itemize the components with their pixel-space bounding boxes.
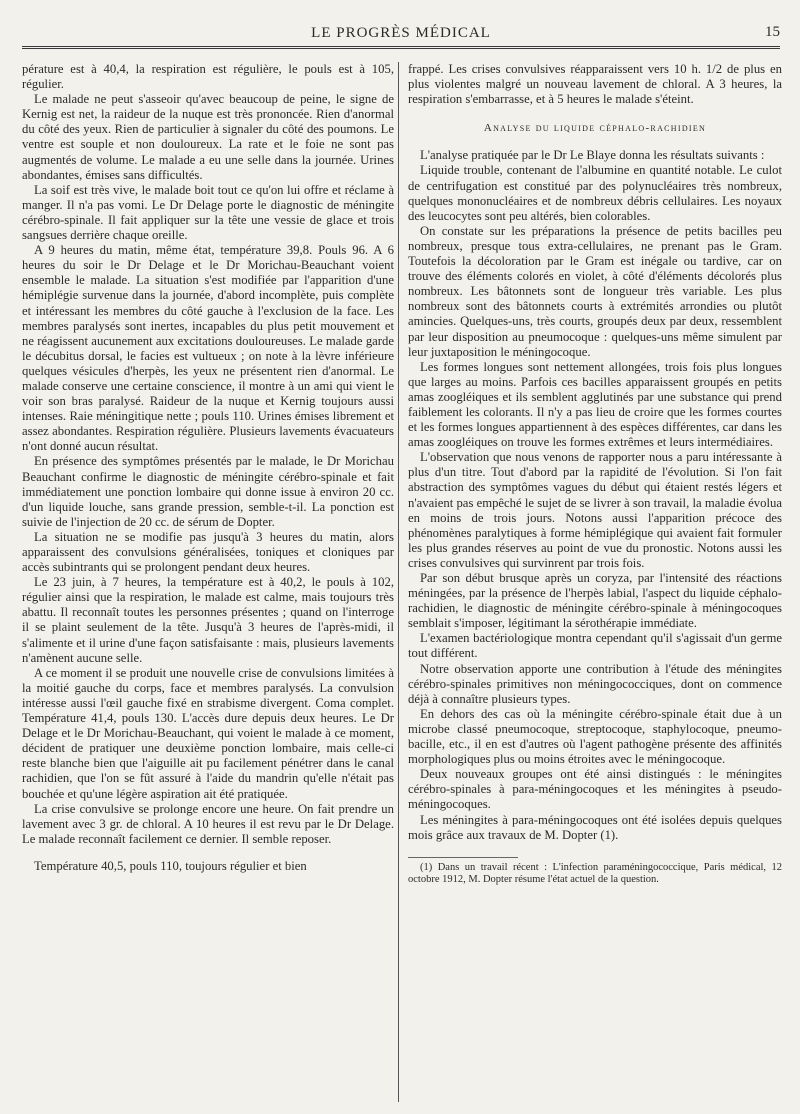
paragraph: La soif est très vive, le malade boit tout ce qu'on lui offre et réclame à manger. Il n'a pas vomi. Le Dr Delage porte le diagnostic de méningite cérébro-spinale. Il fait appliquer sur la tête une vessie de glace et trois sangsues derrière chaque oreille. [22,182,394,243]
left-column [22,62,394,874]
paragraph: Les formes longues sont nettement allongées, trois fois plus longues que larges au moins. Parfois ces bacilles apparaissent groupés en petits amas zoogléiques et ils semblent agglutinés par une substance qui prend faiblement les colorants. Il n'y a pas lieu de croire que les formes courtes et les formes longues appartiennent à des espèces différentes, car dans les amas zoogléiques on trouve les formes extrêmes et leurs intermédiaires. [408,359,782,450]
paragraph: Notre observation apporte une contribution à l'étude des méningites cérébro-spinales primitives non méningococciques, dont on commence déjà à connaître plusieurs types. [408,661,782,706]
journal-title: LE PROGRÈS MÉDICAL [311,24,491,41]
paragraph: frappé. Les crises convulsives réapparaissent vers 10 h. 1/2 de plus en plus violentes malgré un nouveau lavement de chloral. A 3 heures, la respiration s'embarrasse, et à 5 heures le malade s'éteint. [408,62,782,107]
paragraph: A ce moment il se produit une nouvelle crise de convulsions limitées à la moitié gauche du corps, face et membres paralysés. La convulsion intéresse aussi l'œil gauche fixé en strabisme divergent. Coma complet. Température 41,4, pouls 130. L'accès dure depuis deux heures. Le Dr Delage et le Dr Morichau-Beauchant, qui voient le malade à ce moment, décident de pratiquer une deuxième ponction lombaire, mais celle-ci reste blanche bien que l'aiguille ait pu facilement pénétrer dans le canal rachidien, que l'on se fût assuré à l'aide du mandrin qu'elle n'était pas bouchée et qu'une légère aspiration ait été pratiquée. [22,665,394,801]
paragraph: Le malade ne peut s'asseoir qu'avec beaucoup de peine, le signe de Kernig est net, la raideur de la nuque est très prononcée. Rien d'anormal du côté des yeux. Rien de particulier à signaler du côté des poumons. Le ventre est souple et non douloureux. La rate et le foie ne sont pas augmentés de volume. Le malade a eu une selle dans la journée. Urines abondantes, émises sans difficultés. [22,92,394,182]
paragraph: A 9 heures du matin, même état, température 39,8. Pouls 96. A 6 heures du soir le Dr Delage et le Dr Morichau-Beauchant voient ensemble le malade. La situation s'est modifiée par l'apparition d'une hémiplégie survenue dans la journée, d'abord incomplète, puis complète et intéressant les membres du côté gauche à l'exclusion de la face. Les membres paralysés sont inertes, incapables du plus petit mouvement et ne réagissent aucunement aux excitations douloureuses. Le malade garde le décubitus dorsal, le facies est vultueux ; on note à la lèvre inférieure quelques vésicules d'herpès, les yeux ne présentent rien d'anormal. Le malade conserve une certaine conscience, il montre à un ami qui vient le voir son bras paralysé. Raideur de la nuque et Kernig toujours aussi intenses. Raie méningitique nette ; pouls 110. Urines émises librement et assez abondantes. Respiration régulière. Plusieurs lavements évacuateurs n'ont donné aucun résultat. [22,243,394,454]
header-rule [22,46,780,49]
right-column [408,62,782,886]
section-title: Analyse du liquide céphalo-rachidien [483,122,707,135]
column-divider [398,62,399,1102]
paragraph: Par son début brusque après un coryza, par l'intensité des réactions méningées, par la présence de l'herpès labial, l'aspect du liquide céphalo-rachidien, le diagnostic de méningite cérébro-spinale à méningocoques semblait s'imposer, légitimant la sérothérapie immédiate. [408,571,782,631]
paragraph: En présence des symptômes présentés par le malade, le Dr Morichau Beauchant confirme le diagnostic de méningite cérébro-spinale et fait immédiatement une ponction lombaire qui donne issue à environ 20 cc. d'un liquide louche, sans grande pression, semble-t-il. La ponction est suivie de l'injection de 20 cc. de sérum de Dopter. [22,454,394,529]
paragraph: L'observation que nous venons de rapporter nous a paru intéressante à plus d'un titre. Tout d'abord par la rapidité de l'évolution. Si l'on fait abstraction des symptômes vagues du début qui étaient restés légers et n'avaient pas empêché le sujet de se livrer à son travail, la maladie évolua en moins de trois jours. Notons aussi l'apparition précoce des phénomènes paralytiques à forme hémiplégique qui avaient fait formuler les plus grandes réserves au point de vue du pronostic. Notons aussi les crises convulsives qui survinrent par trois fois. [408,450,782,570]
paragraph: La situation ne se modifie pas jusqu'à 3 heures du matin, alors apparaissent des convulsions généralisées, toniques et cloniques par accès subintrants qui se prolongent pendant deux heures. [22,529,394,575]
running-header [22,22,780,44]
footnote: (1) Dans un travail récent : L'infection paraméningococcique, Paris médical, 12 octobre 1912, M. Dopter résume l'état actuel de la question. [408,861,782,885]
paragraph: Le 23 juin, à 7 heures, la température est à 40,2, le pouls à 102, régulier ainsi que la respiration, le malade est calme, mais toujours très abattu. Il reconnaît toutes les personnes présentes ; quand on l'interroge il se plaint seulement de la tête. Jusqu'à 3 heures de l'après-midi, il s'alimente et il urine d'une façon satisfaisante : mais, plusieurs lavements n'amènent aucune selle. [22,575,394,665]
page-number: 15 [765,24,780,40]
paragraph: En dehors des cas où la méningite cérébro-spinale était due à un microbe classé pneumocoque, streptocoque, staphylocoque, pneumo-bacille, etc., il en est d'autres où l'agent pathogène présente des affinités morphologiques plus ou moins étroites avec le méningocoque. [408,706,782,767]
paragraph: L'analyse pratiquée par le Dr Le Blaye donna les résultats suivants : [420,148,765,163]
paragraph: Deux nouveaux groupes ont été ainsi distingués : le méningites cérébro-spinales à para-méningocoques et les méningites à pseudo-méningocoques. [408,767,782,812]
paragraph: Les méningites à para-méningocoques ont été isolées depuis quelques mois grâce aux travaux de M. Dopter (1). [408,812,782,842]
paragraph: L'examen bactériologique montra cependant qu'il s'agissait d'un germe tout différent. [408,631,782,661]
paragraph: La crise convulsive se prolonge encore une heure. On fait prendre un lavement avec 3 gr. de chloral. A 10 heures il est revu par le Dr Delage. Le malade reconnaît facilement ce dernier. Il semble reposer. [22,801,394,846]
paragraph: On constate sur les préparations la présence de petits bacilles peu nombreux, presque tous extra-cellulaires, ne prenant pas le Gram. Toutefois la décoloration par le Gram est inégale ou tardive, car on trouve des éléments colorés en violet, à côté d'éléments décolorés plus nombreux. Les bâtonnets sont de longueur très variable. Les plus nombreux sont des bâtonnets courts à extrémités arrondies ou plutôt amincies. Quelques-uns, très courts, groupés deux par deux, ressemblent par leur disposition au pneumocoque : quelques-uns même simulent par leur juxtaposition le méningocoque. [408,223,782,359]
paragraph: Température 40,5, pouls 110, toujours régulier et bien [34,858,307,873]
paragraph: Liquide trouble, contenant de l'albumine en quantité notable. Le culot de centrifugation est constitué par des polynucléaires très nombreux, quelques mononucléaires et de nombreux débris cellulaires. Les noyaux des leucocytes sont peu altérés, bien colorables. [408,163,782,223]
footnote-rule [408,857,518,858]
paragraph: pérature est à 40,4, la respiration est régulière, le pouls est à 105, régulier. [22,62,394,92]
